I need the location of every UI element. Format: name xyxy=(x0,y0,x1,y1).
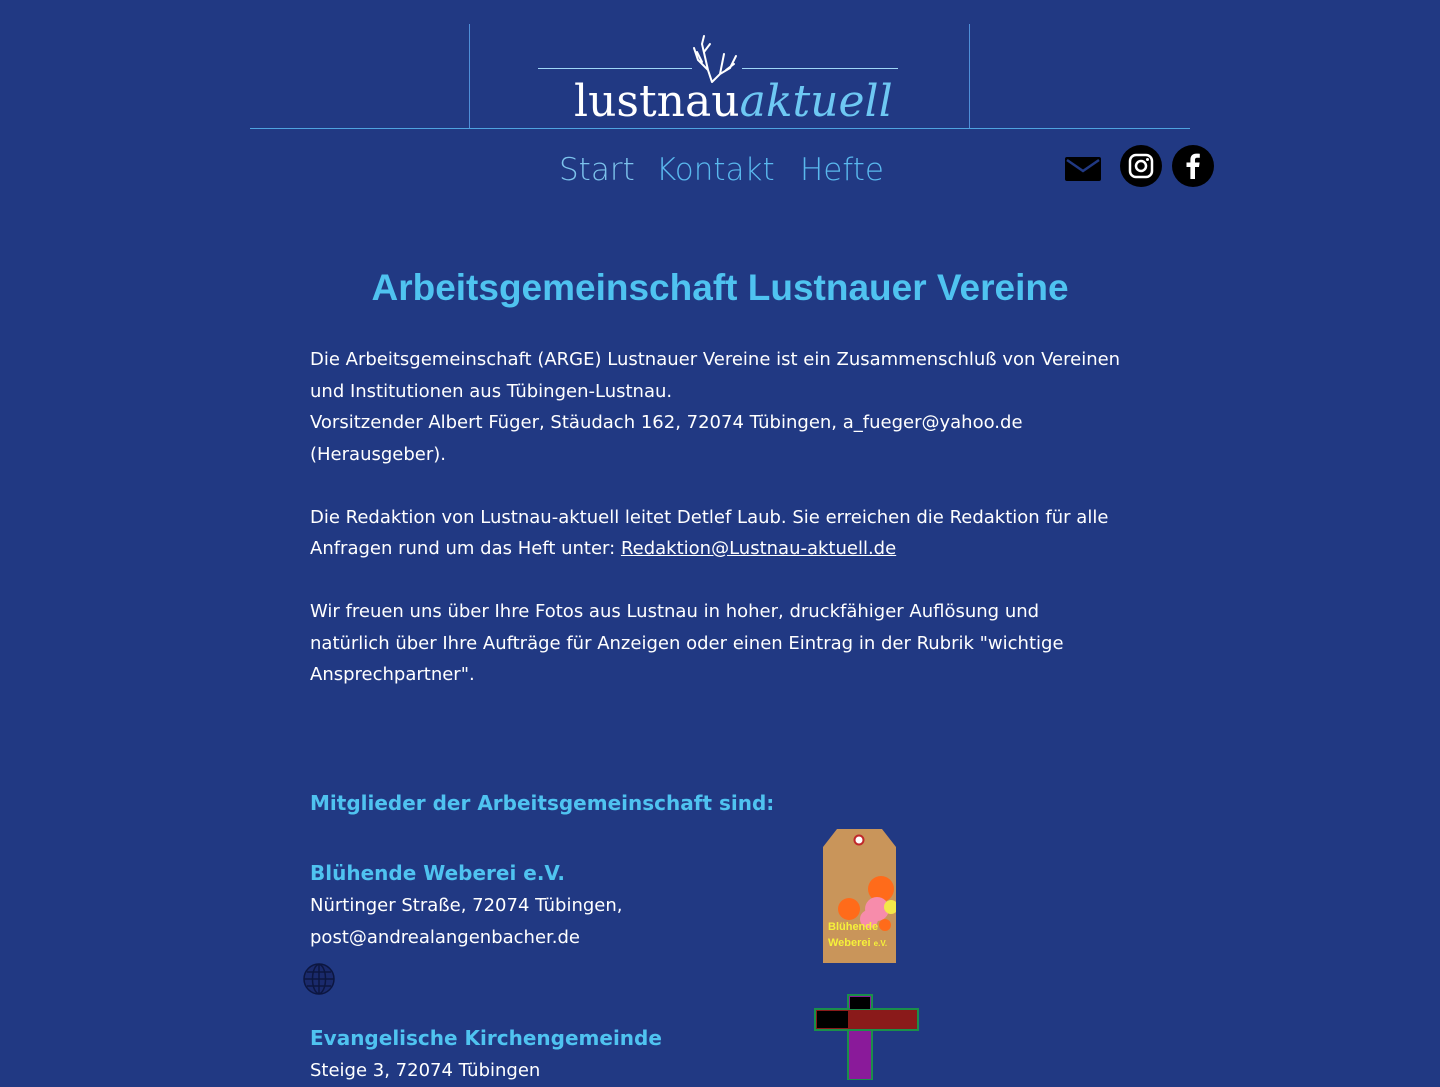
weberei-logo[interactable] xyxy=(823,829,896,963)
member-name: Evangelische Kirchengemeinde xyxy=(310,1026,662,1050)
intro-line-2: und Institutionen aus Tübingen-Lustnau. xyxy=(310,381,673,402)
member-contact: post@andrealangenbacher.de xyxy=(310,927,580,948)
mail-icon[interactable] xyxy=(1064,156,1102,182)
member-name: Blühende Weberei e.V. xyxy=(310,861,565,885)
facebook-icon[interactable] xyxy=(1172,145,1214,187)
header-left-rule xyxy=(469,24,470,128)
weberei-logo-text-2 xyxy=(828,936,887,951)
photos-line-2: natürlich über Ihre Aufträge für Anzeigen oder einen Eintrag in der Rubrik "wichtige xyxy=(310,633,1064,654)
weberei-logo-text-2-suffix: e.V. xyxy=(873,939,888,948)
church-cross-logo[interactable] xyxy=(814,994,920,1080)
globe-icon[interactable] xyxy=(303,963,335,995)
logo-line-left xyxy=(538,68,692,69)
member-address: Steige 3, 72074 Tübingen xyxy=(310,1060,541,1081)
weberei-logo-text-2-main: Weberei xyxy=(828,937,871,949)
header-right-rule xyxy=(969,24,970,128)
weberei-logo-text-1: Blühende xyxy=(828,921,879,933)
nav-kontakt[interactable]: Kontakt xyxy=(656,152,775,188)
redaktion-line-2-text: Anfragen rund um das Heft unter: xyxy=(310,538,621,559)
redaktion-email-link[interactable]: Redaktion@Lustnau-aktuell.de xyxy=(620,538,897,559)
photos-line-3: Ansprechpartner". xyxy=(310,664,475,685)
instagram-icon[interactable] xyxy=(1120,145,1162,187)
photos-line-1: Wir freuen uns über Ihre Fotos aus Lustnau in hoher, druckfähiger Auflösung und xyxy=(310,601,1040,622)
intro-line-3: Vorsitzender Albert Füger, Stäudach 162, 72074 Tübingen, a_fueger@yahoo.de xyxy=(310,412,1023,433)
page-title: Arbeitsgemeinschaft Lustnauer Vereine xyxy=(371,267,1069,308)
nav-start[interactable]: Start xyxy=(559,152,635,188)
members-heading: Mitglieder der Arbeitsgemeinschaft sind: xyxy=(310,791,775,815)
logo-accent-text: aktuell xyxy=(739,76,893,127)
intro-line-1: Die Arbeitsgemeinschaft (ARGE) Lustnauer Vereine ist ein Zusammenschluß von Vereinen xyxy=(310,349,1121,370)
member-address: Nürtinger Straße, 72074 Tübingen, xyxy=(310,895,623,916)
redaktion-line-2 xyxy=(310,533,1140,565)
redaktion-line-1: Die Redaktion von Lustnau-aktuell leitet Detlef Laub. Sie erreichen die Redaktion für alle xyxy=(310,507,1109,528)
logo-main-text: lustnau xyxy=(574,76,740,127)
intro-line-4: (Herausgeber). xyxy=(310,444,446,465)
logo-wordmark[interactable] xyxy=(574,76,893,128)
nav-hefte[interactable]: Hefte xyxy=(800,152,884,188)
logo-line-right xyxy=(742,68,898,69)
